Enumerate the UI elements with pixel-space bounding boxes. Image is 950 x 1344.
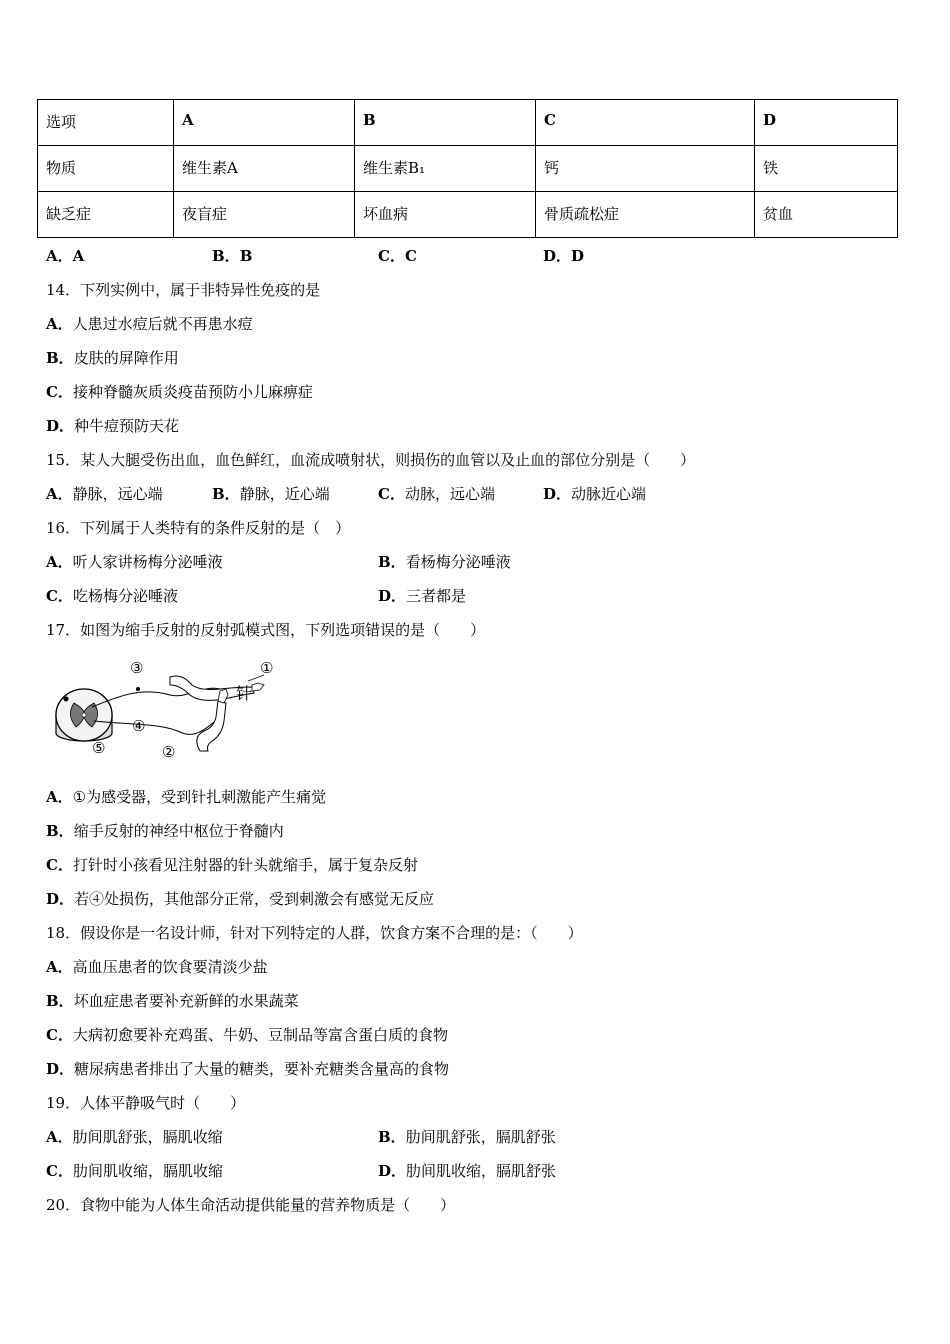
table-cell: C — [536, 100, 755, 146]
table-cell: 物质 — [38, 146, 174, 192]
options-table — [37, 99, 898, 238]
q19-stem: 19．人体平静吸气时（ ） — [46, 1094, 246, 1112]
table-cell: A — [174, 100, 355, 146]
table-cell: B — [355, 100, 536, 146]
table-cell: 维生素B₁ — [355, 146, 536, 192]
table-cell: 贫血 — [755, 192, 898, 238]
table-cell: 铁 — [755, 146, 898, 192]
q18-option-c: C．大病初愈要补充鸡蛋、牛奶、豆制品等富含蛋白质的食物 — [46, 1026, 448, 1044]
q14-option-d: D．种牛痘预防天花 — [46, 417, 180, 435]
table-row — [38, 146, 898, 192]
q18-option-a: A．高血压患者的饮食要清淡少盐 — [46, 958, 268, 976]
q13-option-c: C．C — [378, 247, 417, 265]
q18-option-b: B．坏血症患者要补充新鲜的水果蔬菜 — [46, 992, 299, 1010]
table-cell: 坏血病 — [355, 192, 536, 238]
q15-option-d: D．动脉近心端 — [543, 485, 647, 503]
q17-option-c: C．打针时小孩看见注射器的针头就缩手，属于复杂反射 — [46, 856, 418, 874]
q16-option-a: A．听人家讲杨梅分泌唾液 — [46, 553, 223, 571]
table-cell: 选项 — [38, 100, 174, 146]
q19-option-c: C．肋间肌收缩，膈肌收缩 — [46, 1162, 223, 1180]
q17-option-b: B．缩手反射的神经中枢位于脊髓内 — [46, 822, 284, 840]
table-cell: D — [755, 100, 898, 146]
label-1: ① — [260, 659, 274, 677]
spinal-cord-figure — [56, 689, 112, 741]
label-2: ② — [162, 743, 176, 761]
table-cell: 缺乏症 — [38, 192, 174, 238]
q19-option-d: D．肋间肌收缩，膈肌舒张 — [378, 1162, 557, 1180]
q19-option-b: B．肋间肌舒张，膈肌舒张 — [378, 1128, 556, 1146]
q15-option-b: B．静脉，近心端 — [212, 485, 330, 503]
q13-option-a: A．A — [46, 247, 85, 265]
table-cell: 骨质疏松症 — [536, 192, 755, 238]
label-3: ③ — [130, 659, 144, 677]
q17-option-a: A．①为感受器，受到针扎刺激能产生痛觉 — [46, 788, 327, 806]
q20-stem: 20．食物中能为人体生命活动提供能量的营养物质是（ ） — [46, 1196, 456, 1214]
q17-stem: 17．如图为缩手反射的反射弧模式图，下列选项错误的是（ ） — [46, 621, 486, 639]
reflex-arc-diagram — [52, 655, 284, 761]
table-row — [38, 100, 898, 146]
q13-option-b: B．B — [212, 247, 253, 265]
q14-option-c: C．接种脊髓灰质炎疫苗预防小儿麻痹症 — [46, 383, 313, 401]
table-cell: 夜盲症 — [174, 192, 355, 238]
q19-option-a: A．肋间肌舒张，膈肌收缩 — [46, 1128, 223, 1146]
q17-option-d: D．若④处损伤，其他部分正常，受到刺激会有感觉无反应 — [46, 890, 435, 908]
q14-option-a: A．人患过水痘后就不再患水痘 — [46, 315, 253, 333]
q18-option-d: D．糖尿病患者排出了大量的糖类，要补充糖类含量高的食物 — [46, 1060, 450, 1078]
table-row — [38, 192, 898, 238]
q16-option-c: C．吃杨梅分泌唾液 — [46, 587, 178, 605]
q13-option-d: D．D — [543, 247, 585, 265]
q18-stem: 18．假设你是一名设计师，针对下列特定的人群，饮食方案不合理的是：（ ） — [46, 924, 583, 942]
table-cell: 维生素A — [174, 146, 355, 192]
q15-stem: 15．某人大腿受伤出血，血色鲜红，血流成喷射状，则损伤的血管以及止血的部位分别是（ ） — [46, 451, 696, 469]
label-5: ⑤ — [92, 739, 106, 757]
q15-option-c: C．动脉，远心端 — [378, 485, 495, 503]
table-cell: 钙 — [536, 146, 755, 192]
label-4: ④ — [132, 717, 146, 735]
q16-option-d: D．三者都是 — [378, 587, 467, 605]
q14-stem: 14．下列实例中，属于非特异性免疫的是 — [46, 281, 321, 299]
q14-option-b: B．皮肤的屏障作用 — [46, 349, 179, 367]
label-needle: 针 — [236, 684, 253, 703]
q16-stem: 16．下列属于人类特有的条件反射的是（ ） — [46, 519, 351, 537]
q16-option-b: B．看杨梅分泌唾液 — [378, 553, 511, 571]
q15-option-a: A．静脉，远心端 — [46, 485, 163, 503]
